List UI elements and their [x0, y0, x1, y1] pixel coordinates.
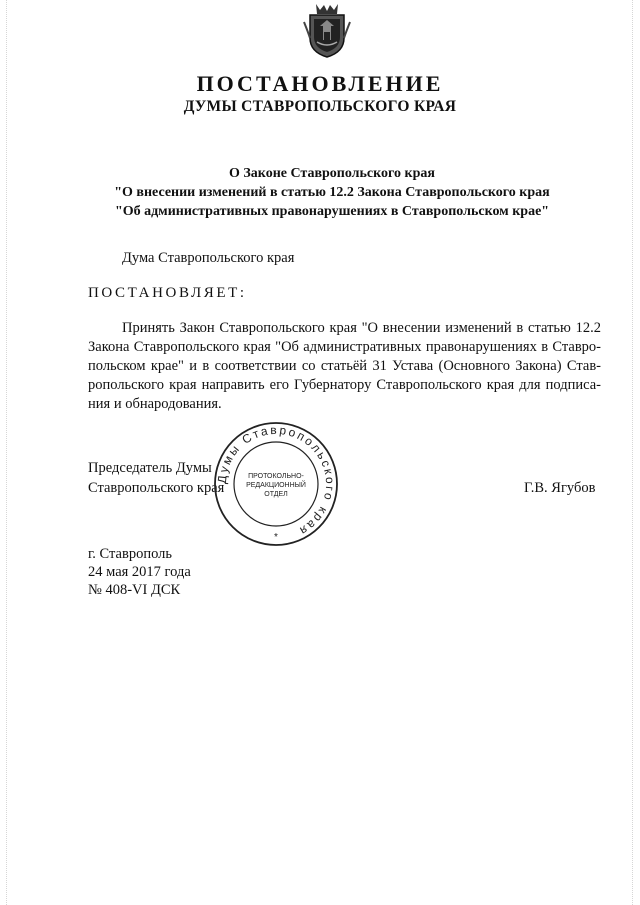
paragraph-line: Закона Ставропольского края "Об административных правонарушениях в Ставро-	[88, 339, 601, 355]
stamp-star-icon: *	[274, 532, 278, 543]
decree-verb: ПОСТАНОВЛЯЕТ:	[88, 285, 247, 301]
stamp-center-line: ОТДЕЛ	[264, 491, 288, 498]
paragraph-line: польском крае" и в соответствии со статьёй 31 Устава (Основного Закона) Став-	[88, 358, 601, 374]
stamp-ring-text: Думы Ставропольского края	[214, 422, 338, 540]
signatory-position-line: Председатель Думы	[88, 460, 212, 476]
scan-edge-left	[6, 0, 8, 905]
law-title-line: "О внесении изменений в статью 12.2 Закона Ставропольского края	[114, 185, 550, 200]
law-title-line: "Об административных правонарушениях в Ставропольском крае"	[114, 204, 550, 219]
paragraph-line: Принять Закон Ставропольского края "О внесении изменений в статью 12.2	[122, 320, 601, 336]
signatory-position-line: Ставропольского края	[88, 480, 225, 496]
issuer-line: Дума Ставропольского края	[122, 250, 295, 266]
document-number: № 408-VI ДСК	[88, 582, 181, 598]
document-title: ПОСТАНОВЛЕНИЕ	[196, 71, 444, 96]
scan-edge-right	[632, 0, 634, 905]
law-title-line: О Законе Ставропольского края	[229, 166, 435, 181]
document-date: 24 мая 2017 года	[88, 564, 191, 580]
resolution-paragraph	[88, 319, 601, 414]
stavropol-coat-of-arms-icon	[302, 2, 352, 58]
signatory-name: Г.В. Ягубов	[524, 480, 596, 496]
paragraph-line: ния и обнародования.	[88, 396, 222, 412]
stamp-center-line: РЕДАКЦИОННЫЙ	[246, 482, 306, 489]
official-stamp	[212, 420, 340, 548]
paragraph-line: ропольского края направить его Губернатору Ставропольского края для подписа-	[88, 377, 601, 393]
document-subtitle: ДУМЫ СТАВРОПОЛЬСКОГО КРАЯ	[183, 98, 457, 115]
stamp-center-line: ПРОТОКОЛЬНО-	[248, 473, 304, 480]
law-title	[0, 164, 640, 221]
signatory-position	[88, 458, 224, 498]
document-city: г. Ставрополь	[88, 546, 173, 562]
